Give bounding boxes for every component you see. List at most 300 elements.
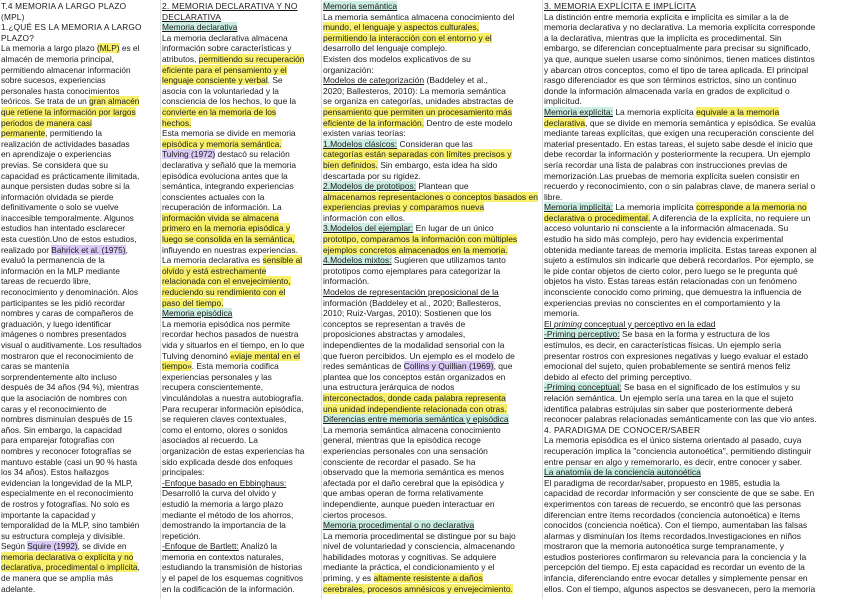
text-line (1, 340, 158, 351)
text-line (162, 276, 319, 287)
text-segment: La memoria a largo plazo (1, 43, 97, 54)
text-segment: , que (493, 361, 513, 372)
text-line (544, 192, 846, 203)
text-line (323, 234, 540, 245)
text-line (1, 107, 158, 118)
text-segment: Tulving denominó (162, 350, 231, 361)
citation-highlight: Collins y Quillian (1969) (403, 361, 494, 372)
citation-highlight: Bahrick et al. (1975) (51, 244, 126, 255)
text-segment: implicitud. (544, 96, 582, 107)
text-line (162, 171, 319, 182)
text-line (544, 467, 846, 478)
text-line (323, 160, 540, 171)
column-divider (542, 0, 543, 599)
text-segment: Existen dos modelos explicativos de su (323, 53, 471, 64)
text-line (162, 531, 319, 542)
text-segment: 1.¿QUÉ ES LA MEMORIA A LARGO (1, 22, 142, 33)
text-line (544, 139, 846, 150)
text-line (323, 96, 540, 107)
text-segment: La memoria semántica almacena conocimiento del (323, 11, 515, 22)
text-line (162, 446, 319, 457)
text-segment: previas. Se considera que su (1, 159, 109, 170)
highlighted-text: eficiente para el pensamiento y el (162, 64, 287, 75)
text-segment: Esta memoria se divide en memoria (162, 128, 296, 139)
text-line (544, 510, 846, 521)
text-line (323, 351, 540, 362)
text-segment: La memoria declarativa es (162, 255, 263, 266)
text-line (544, 118, 846, 129)
text-line (162, 382, 319, 393)
text-line (1, 298, 158, 309)
text-segment: sido explicada desde dos enfoques (162, 456, 293, 467)
text-line (544, 372, 846, 383)
text-segment: Según (1, 541, 28, 552)
text-line (162, 287, 319, 298)
text-line (1, 541, 158, 552)
text-line (544, 160, 846, 171)
underlined-subheading: DECLARATIVA (162, 11, 222, 22)
text-segment: sorprendentemente alto incluso (1, 371, 117, 382)
text-line (1, 308, 158, 319)
text-line (323, 520, 540, 531)
text-segment: ciertos procesos. (323, 509, 388, 520)
underlined-subheading: -Enfoque de Bartlett: (162, 541, 239, 552)
text-segment: información en la MLP mediante (1, 265, 120, 276)
text-line (323, 128, 540, 139)
text-line (1, 488, 158, 499)
text-segment: La memoria declarativa almacena (162, 32, 288, 43)
text-segment: para emparejar fotografías con (1, 435, 115, 446)
text-segment: y abarcan otros conceptos, como el tipo de tarea aplicada. El principal (544, 64, 809, 75)
text-segment: ya que, aunque suelen usarse como sinónimos, tienen matices distintos (544, 53, 815, 64)
text-line (162, 308, 319, 319)
highlighted-text: lenguaje consciente y verbal (162, 75, 268, 86)
text-line (544, 499, 846, 510)
text-segment: material presentado. En estas tareas, el sujeto sabe desde el inicio que (544, 138, 813, 149)
text-segment: experiencias previas no conscientes en el comportamiento y la (544, 297, 781, 308)
text-segment: vida y situarlos en el tiempo, en lo que (162, 340, 305, 350)
highlighted-text: olvido y está estrechamente (162, 265, 267, 276)
text-segment: sería recordar una lista de palabras con instrucciones previas de (544, 159, 788, 170)
highlighted-text: permanente (1, 128, 46, 139)
text-segment: repetición. (162, 530, 201, 541)
text-line (323, 541, 540, 552)
text-line (1, 393, 158, 404)
highlighted-text: experiencias previas y comparamos nueva (323, 202, 485, 213)
text-segment: presentar rostros con expresiones negativas y luego evaluar el estado (544, 350, 809, 361)
text-line (1, 287, 158, 298)
text-line (544, 393, 846, 404)
text-line (162, 584, 319, 595)
highlighted-text: prototipo, comparamos la información con múltiples (323, 234, 518, 245)
text-segment: mostraron que el reconocimiento de (1, 350, 134, 361)
citation-highlight: Squire (1992) (27, 541, 78, 552)
text-segment: mantuvo estable (casi un 90 % hasta (1, 456, 138, 467)
highlighted-text: pensamiento que permiten un procesamiento más (323, 106, 512, 117)
text-segment: acceso voluntario ni consciente a la información almacenada. Su (544, 223, 789, 234)
text-segment: en la codificación de la información. (162, 583, 295, 594)
text-line (544, 435, 846, 446)
section-heading (1, 12, 158, 23)
text-segment: En lugar de un único (413, 223, 494, 234)
text-segment: conscientes actuales con la (162, 191, 265, 202)
text-line (1, 181, 158, 192)
text-segment: A diferencia de la explícita, no requiere un (650, 212, 811, 223)
text-segment: rasgo diferenciador es que son términos estrictos, sino un continuo (544, 75, 797, 86)
text-line (1, 202, 158, 213)
text-segment: sobre sucesos, experiencias (1, 75, 106, 86)
text-segment: . Se (267, 75, 283, 86)
section-heading (544, 1, 846, 12)
column-divider (160, 0, 161, 599)
text-segment: inaccesible temporalmente. Algunos (1, 212, 134, 223)
text-line (544, 202, 846, 213)
text-line (162, 107, 319, 118)
text-segment: inconsciente conocido como priming, que demuestra la influencia de (544, 287, 802, 298)
text-segment: memoria declarativa y no declarativa. La memoria explícita corresponde (544, 22, 816, 33)
text-line (162, 541, 319, 552)
text-line (544, 86, 846, 97)
subheading-label: Memoria declarativa (162, 22, 238, 33)
text-segment: participantes se les pidió recordar (1, 297, 126, 308)
text-line (323, 54, 540, 65)
text-line (1, 573, 158, 584)
text-segment: embargo, se diferencian conceptualmente para precisar su significado, (544, 43, 811, 54)
text-segment: asocia con la voluntariedad y la (162, 85, 279, 96)
text-line (544, 361, 846, 372)
text-line (323, 276, 540, 287)
text-line (544, 478, 846, 489)
text-line (544, 488, 846, 499)
text-line (162, 245, 319, 256)
text-line (1, 54, 158, 65)
text-line (1, 171, 158, 182)
underlined-subheading: Modelos de representación preposicional de la (323, 287, 499, 298)
text-line (162, 510, 319, 521)
text-segment: que la asociación de nombres con (1, 392, 127, 403)
text-segment: infancia, diferenciando entre evocar detalles y simplemente pensar en (544, 573, 808, 584)
text-line (544, 562, 846, 573)
text-segment: influyendo en nuestras experiencias. (162, 244, 298, 255)
text-line (544, 245, 846, 256)
text-segment: capacidad de recordar información y ser consciente de que se sabe. En (544, 488, 815, 499)
text-line (162, 340, 319, 351)
text-segment: 2020; Ballesteros, 2010): La memoria semántica (323, 85, 506, 96)
text-line (162, 435, 319, 446)
text-line (544, 43, 846, 54)
text-segment: después de 34 años (94 %), mientras (1, 382, 139, 393)
text-segment: estudio ha sido más complejo, pero hay evidencia experimental (544, 234, 784, 245)
text-line (162, 234, 319, 245)
text-line (323, 425, 540, 436)
text-line (162, 65, 319, 76)
text-line (162, 255, 319, 266)
text-line (162, 414, 319, 425)
text-segment: identifica palabras estrújulas sin saber que posteriormente deberá (544, 403, 793, 414)
text-line (162, 213, 319, 224)
text-segment: (Baddeley et al., (424, 75, 488, 86)
text-line (544, 319, 846, 330)
text-line (323, 329, 540, 340)
text-segment: memorización.Las pruebas de memoria explícita suelen consistir en (544, 170, 800, 181)
text-segment: , que se divide en memoria semántica y episódica. Se evalúa (585, 117, 816, 128)
underlined-subheading: 3. MEMORIA EXPLÍCITA E IMPLÍCITA (544, 1, 697, 11)
subheading-label: 3.Modelos del ejemplar: (323, 223, 414, 234)
text-segment: declarativa y señaló que la memoria (162, 159, 297, 170)
column-1 (1, 1, 158, 594)
text-segment: que fueron percibidos. Un ejemplo es el modelo de (323, 350, 515, 361)
text-line (162, 43, 319, 54)
text-line (544, 351, 846, 362)
text-segment: recuperación implica la "conciencia autonoética", permitiendo distinguir (544, 445, 812, 456)
text-segment: adelante. (1, 583, 36, 594)
text-segment: reconocimiento y denominación. Alos (1, 287, 138, 298)
text-line (323, 149, 540, 160)
text-line (162, 54, 319, 65)
highlighted-text: episódica y memoria semántica. (162, 138, 282, 149)
highlighted-text: interconectados, donde cada palabra representa (323, 392, 506, 403)
highlighted-text: declarativa o procedimental. (544, 212, 651, 223)
text-segment: nivel de voluntariedad y consciencia, almacenando (323, 541, 515, 552)
text-line (323, 181, 540, 192)
text-line (323, 33, 540, 44)
highlighted-text: memoria declarativa o explícita y no (1, 551, 134, 562)
text-segment: de manera que se amplía más (1, 573, 114, 584)
text-segment: PLAZO? (1, 32, 35, 43)
subheading-label: Memoria semántica (323, 1, 398, 11)
text-line (1, 149, 158, 160)
text-line (1, 510, 158, 521)
text-line (1, 75, 158, 86)
text-line (162, 223, 319, 234)
text-line (162, 478, 319, 489)
text-segment: visual o auditivamente. Los resultados (1, 340, 142, 350)
text-line (323, 171, 540, 182)
text-segment: independiente, aunque pueden interactuar en (323, 498, 495, 509)
column-2 (162, 1, 319, 594)
text-line (544, 308, 846, 319)
text-segment: en aprendizaje o experiencias (1, 149, 112, 160)
text-line (544, 584, 846, 595)
text-segment: obtenida mediante tareas de memoria implícita. Estas tareas exponen al (544, 244, 817, 255)
text-line (544, 33, 846, 44)
text-line (544, 266, 846, 277)
text-line (544, 520, 846, 531)
text-line (1, 255, 158, 266)
text-line (323, 488, 540, 499)
text-segment: La memoria semántica almacena conocimiento (323, 424, 501, 435)
text-segment: organización de estas experiencias ha (162, 445, 305, 456)
text-line (544, 54, 846, 65)
text-segment: nombres y reconocer fotografías se (1, 445, 132, 456)
text-line (544, 128, 846, 139)
text-line (323, 340, 540, 351)
text-segment: información olvidada se pierde (1, 191, 114, 202)
text-line (544, 255, 846, 266)
highlighted-text: gran almacén (89, 96, 140, 107)
subheading-label: Diferencias entre memoria semántica y episódica (323, 414, 509, 425)
text-line (1, 86, 158, 97)
text-line (544, 22, 846, 33)
highlighted-text: periodos de manera casi (1, 117, 92, 128)
text-segment: donde la información almacenada varía en grados de explicitud o (544, 85, 790, 96)
text-segment: permitiendo almacenar información (1, 64, 131, 75)
text-segment: La memoria explícita (612, 106, 697, 117)
text-line (162, 96, 319, 107)
text-line (1, 128, 158, 139)
section-heading (162, 12, 319, 23)
text-segment: ellos. Con el tiempo, algunos aspectos se desvanecen, pero la memoria (544, 583, 816, 594)
highlighted-text: que retiene la información por largos (1, 106, 136, 117)
text-line (1, 467, 158, 478)
text-segment: mediante la práctica, el condicionamiento y el (323, 562, 495, 573)
text-segment: teóricos. Se trata de un (1, 96, 90, 107)
text-segment: , (125, 244, 128, 255)
text-segment: reconocer palabras relacionadas semánticamente con las que vio antes. (544, 414, 817, 425)
text-line (544, 107, 846, 118)
text-line (1, 372, 158, 383)
text-line (1, 118, 158, 129)
text-segment: es el (119, 43, 140, 54)
highlighted-text: paso del tiempo. (162, 297, 224, 308)
text-segment: una estructura jerárquica de nodos (323, 382, 455, 393)
text-line (323, 573, 540, 584)
text-line (323, 139, 540, 150)
text-line (162, 457, 319, 468)
text-line (1, 245, 158, 256)
underlined-subheading: priming (553, 318, 582, 329)
text-line (1, 361, 158, 372)
text-line (1, 65, 158, 76)
text-segment: general, mientras que la episódica recoge (323, 435, 481, 446)
text-segment: semántica, integrando experiencias (162, 181, 294, 192)
text-line (1, 266, 158, 277)
text-line (544, 541, 846, 552)
text-line (1, 414, 158, 425)
text-line (1, 139, 158, 150)
highlighted-text: sensible al (262, 255, 303, 266)
text-line (323, 287, 540, 298)
text-line (544, 65, 846, 76)
text-segment: almacén de memoria principal, (1, 53, 114, 64)
text-segment: emocional del sujeto, quien probablemente se sentirá menos feliz (544, 361, 791, 372)
underlined-subheading: Modelos de categorización (323, 75, 425, 86)
text-line (323, 1, 540, 12)
text-segment: observado que la memoria semántica es menos (323, 467, 504, 478)
text-line (162, 404, 319, 415)
text-line (162, 520, 319, 531)
highlighted-text: primero en la memoria episódica y (162, 223, 291, 234)
text-segment: principales: (162, 467, 205, 478)
text-segment: aunque persisten dudas sobre si la (1, 181, 130, 192)
text-segment: El paradigma de recordar/saber, propuesto en 1985, estudia la (544, 477, 780, 488)
text-line (323, 478, 540, 489)
subheading-label: -Priming perceptivo: (544, 329, 620, 340)
text-segment: información sobre características y (162, 43, 292, 54)
text-segment: Sugieren que utilizamos tanto (391, 255, 506, 266)
text-line (544, 329, 846, 340)
subheading-label: Memoria explícita: (544, 106, 613, 117)
text-line (544, 404, 846, 415)
text-segment: independientes de la modalidad sensorial con la (323, 340, 505, 350)
text-segment: memoria en contextos naturales, (162, 551, 284, 562)
text-segment: destacó su relación (215, 149, 290, 160)
text-segment: experiencias personales con una sensación (323, 445, 488, 456)
text-line (162, 573, 319, 584)
highlighted-text: equivale a la memoria (696, 106, 780, 117)
text-segment: conocidos (conciencia noética). Con el tiempo, aumentaban las falsas (544, 520, 808, 531)
section-heading (544, 425, 846, 436)
text-segment: percepción del tiempo. Ej esta capacidad es recordar un evento de la (544, 562, 805, 573)
text-segment: 2010; Ruiz-Vargas, 2010): Sostienen que los (323, 308, 492, 319)
text-segment: existen varias teorías: (323, 128, 406, 139)
text-segment: proposiciones abstractas y amodales, (323, 329, 466, 340)
text-segment: La memoria episódica es el único sistema orientado al pasado, cuya (544, 435, 802, 446)
text-segment: consciencia de los hechos, lo que la (162, 96, 297, 107)
text-line (323, 499, 540, 510)
text-line (323, 510, 540, 521)
text-line (1, 213, 158, 224)
highlighted-text: permitiendo la interacción con el entorno y el (323, 32, 492, 43)
text-segment: tareas de recuerdo libre, (1, 276, 91, 287)
text-segment: diferencian entre ítems recordados (conciencia autonoética) e ítems (544, 509, 801, 520)
text-segment: realizado por (1, 244, 52, 255)
text-segment: Para recuperar información episódica, (162, 403, 304, 414)
text-segment: Se basa en la forma y estructura de los (619, 329, 770, 340)
text-line (544, 223, 846, 234)
text-segment: definitivamente o solo se vuelve (1, 202, 119, 213)
text-segment: , permitiendo la (45, 128, 103, 139)
text-line (1, 531, 158, 542)
text-segment: nombres disminuían después de 15 (1, 414, 133, 425)
highlighted-text: reduciendo su rendimiento con el (162, 287, 286, 298)
text-line (323, 584, 540, 595)
text-segment: los 34 años). Estos hallazgos (1, 467, 109, 478)
text-segment: Analizó la (238, 541, 278, 552)
text-segment: recuperación de información. La (162, 202, 282, 213)
text-line (323, 223, 540, 234)
text-line (544, 171, 846, 182)
text-line (1, 552, 158, 563)
text-segment: Plantean que (416, 181, 469, 192)
text-line (544, 12, 846, 23)
text-line (544, 96, 846, 107)
text-segment: habilidades motoras y cognitivas. Se adquiere (323, 551, 497, 562)
text-segment: caras se mantenía (1, 361, 70, 372)
text-line (323, 562, 540, 573)
text-line (323, 361, 540, 372)
text-segment: evidencian la longevidad de la MLP, (1, 477, 133, 488)
text-line (323, 382, 540, 393)
text-line (544, 287, 846, 298)
text-line (323, 435, 540, 446)
text-line (162, 488, 319, 499)
highlighted-text: una unidad independiente relacionada con otras. (323, 403, 507, 414)
highlighted-text: relacionada con el envejecimiento, (162, 276, 291, 287)
highlighted-text: «viaje mental en el (230, 350, 300, 361)
underlined-subheading: conceptual y perceptivo en la edad (581, 318, 716, 329)
text-line (162, 192, 319, 203)
text-line (162, 202, 319, 213)
subheading-label: Memoria implícita: (544, 202, 613, 213)
text-segment: debido al efecto del priming perceptivo. (544, 371, 692, 382)
text-line (544, 234, 846, 245)
text-segment: recuerdo y reconocimiento, con o sin palabras clave, de manera serial o (544, 181, 816, 192)
text-segment: importante la capacidad y (1, 509, 96, 520)
underlined-subheading: 2. MEMORIA DECLARATIVA Y NO (162, 1, 298, 11)
text-segment: prototipos como ejemplares para categorizar la (323, 265, 501, 276)
text-line (162, 372, 319, 383)
